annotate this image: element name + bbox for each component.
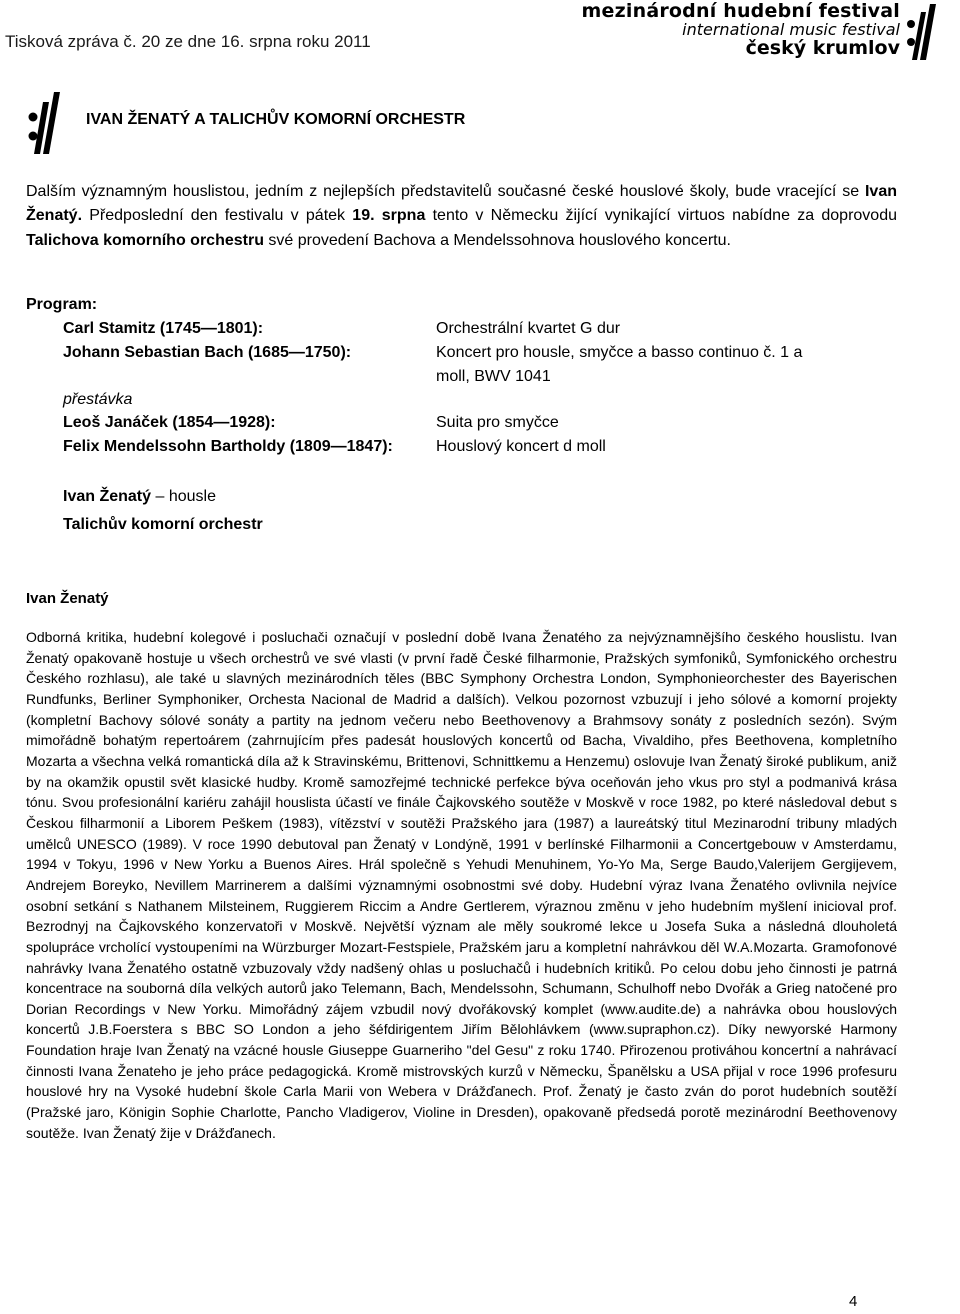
- program-work: Suita pro smyčce: [436, 414, 559, 431]
- program-composer: Leoš Janáček (1854—1928):: [63, 414, 276, 431]
- program-work: Houslový koncert d moll: [436, 438, 606, 455]
- orchestra-name: Talichův komorní orchestr: [63, 516, 263, 533]
- festival-mark-icon: [28, 92, 62, 154]
- festival-mark-icon: [906, 4, 938, 60]
- program-label: Program:: [26, 296, 98, 313]
- orchestra-line: [63, 516, 263, 534]
- soloist-name: Ivan Ženatý: [63, 488, 152, 505]
- program-work-continued: moll, BWV 1041: [436, 368, 551, 385]
- bio-heading: Ivan Ženatý: [26, 590, 109, 607]
- program-work: Koncert pro housle, smyčce a basso continuo č. 1 a: [436, 344, 803, 361]
- program-work: Orchestrální kvartet G dur: [436, 320, 621, 337]
- logo-line-english: international music festival: [682, 20, 900, 39]
- festival-logo: [582, 2, 938, 60]
- program-composer: Carl Stamitz (1745—1801):: [63, 320, 264, 337]
- program-intermission: přestávka: [63, 391, 133, 408]
- program-composer: Johann Sebastian Bach (1685—1750):: [63, 344, 352, 361]
- soloist-line: [63, 488, 216, 506]
- logo-line-czech: mezinárodní hudební festival: [581, 0, 900, 22]
- intro-paragraph: Dalším významným houslistou, jedním z nejlepších představitelů současné české houslové školy, bude vracející se Ivan Ženatý. Předposlední den festivalu v pátek 19. srpna tento v Německu žijící vynikající virtuos nabídne za doprovodu Talichova komorního orchestru své provedení Bachova a Mendelssohnova houslového koncertu.: [26, 183, 897, 249]
- program-composer: Felix Mendelssohn Bartholdy (1809—1847):: [63, 438, 393, 455]
- soloist-role: – housle: [151, 488, 216, 505]
- bio-paragraph: Odborná kritika, hudební kolegové i posluchači označují v poslední době Ivana Ženatého za nejvýznamnějšího českého houslistu. Ivan Ženatý opakovaně hostuje u všech orchestrů ve své vlasti (v první řadě České filharmonie, Pražských symfoniků, Symfonického orchestru Českého rozhlasu), ale také u slavných mezinárodních těles (BBC Symphony Orchestra London, Symphonieorchester des Bayerischen Rundfunks, Berliner Symphoniker, Orchesta Nacional de Madrid a dalších). Velkou pozornost vzbuzují i jeho sólové a komorní projekty (kompletní Bachovy sólové sonáty a partity na jednom večeru nebo Beethovenovy a Brahmsovy sonáty z posledních sezón). Svým mimořádně bohatým repertoárem (zahrnujícím přes padesát houslových koncertů od Bacha, Vivaldiho, přes Beethovena, kompletního Mozarta a všechna velká romantická díla až k Stravinskému, Brittenovi, Schnittkemu a Henzemu) oslovuje Ivan Ženatý široké publikum, aniž by na okamžik opustil svět klasické hudby. Kromě samozřejmé technické perfekce býva oceňován jeho vkus pro styl a podmanivá krása tónu. Svou profesionální kariéru zahájil houslista účastí ve finále Čajkovského soutěže v Moskvě v roce 1982, po které následoval debut s Českou filharmonií a Liborem Peškem (1983), vítězství v soutěži Pražského jara (1987) a laureátský titul Mezinarodní tribuny mladých umělců UNESCO (1989). V roce 1990 debutoval pan Ženatý v Londýně, 1991 v berlínské Filharmonii a Concertgebouw v Amsterdamu, 1994 v Tokyu, 1996 v New Yorku a Buenos Aires. Hrál společně s Yehudi Menuhinem, Yo-Yo Ma, Serge Baudo,Valerijem Gergijevem, Andrejem Boreyko, Nevillem Marrinerem a dalšími významnými osobnostmi své doby. Hudební výraz Ivana Ženatého ovlivnila nejvíce osobní setkání s Nathanem Milsteinem, Ruggierem Riccim a Andre Gertlerem, výraznou změnu v jeho hudebním myšlení inicioval prof. Bezrodnyj na Čajkovského konzervatoři v Moskvě. Největší význam ale měly soukromé lekce u Josefa Suka a následná dlouholetá spolupráce vrcholící vystoupeními na Würzburger Mozart-Festspiele, Pražském jaru a kompletní nahrávkou děl W.A.Mozarta. Gramofonové nahrávky Ivana Ženatého ostatně vzbuzovaly vždy nadšený ohlas u posluchačů i hudebních kritiků. Po celou dobu jeho činnosti je patrná koncentrace na souborná díla velkých autorů jako Telemann, Bach, Mendelssohn, Schumann, Schulhoff nebo Dvořák a Grieg natočené pro Dorian Recordings v New Yorku. Mimořádný zájem vzbudil nový dvořákovský komplet (www.audite.de) a nahrávka obou houslových koncertů J.B.Foerstera s BBC SO London a jeho šéfdirigentem Jiřím Bělohlávkem (www.supraphon.cz). Díky newyorské Harmony Foundation hraje Ivan Ženatý na vzácné housle Giuseppe Guarneriho "del Gesu" z roku 1740. Přirozenou protiváhou koncertní a nahrávací činnosti Ivana Ženateho je jeho práce pedagogická. Kromě mistrovských kurzů v Německu, Španělsku a USA přijal v roce 1996 profesuru houslové hry na Vysoké hudební škole Carla Marii von Webera v Drážďanech. Prof. Ženatý je často zván do porot hudebních soutěží (Pražské jaro, Königin Sophie Charlotte, Pancho Vladigerov, Violine in Dresden), opakovaně předsedá porotě mezinárodní Beethovenovy soutěže. Ivan Ženatý žije v Drážďanech.: [26, 629, 897, 1141]
- page-number: 4: [849, 1293, 858, 1310]
- page-title: IVAN ŽENATÝ A TALICHŮV KOMORNÍ ORCHESTR: [86, 111, 466, 128]
- logo-line-city: český krumlov: [745, 37, 900, 59]
- press-release-header: Tisková zpráva č. 20 ze dne 16. srpna roku 2011: [5, 32, 371, 51]
